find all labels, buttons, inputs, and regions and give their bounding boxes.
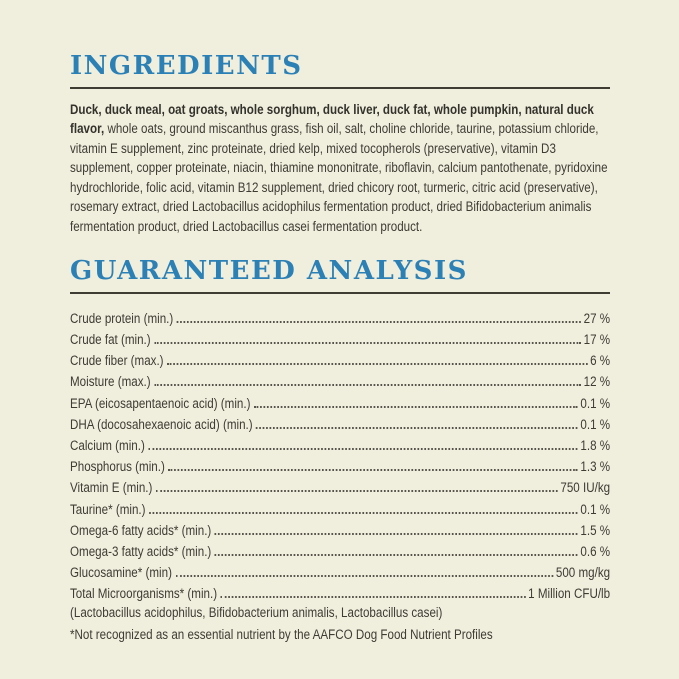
analysis-row [70, 517, 610, 538]
analysis-row-value: 1 Million CFU/lb [528, 586, 611, 602]
analysis-row [70, 389, 610, 410]
analysis-row [70, 432, 610, 453]
ingredients-title: INGREDIENTS [70, 51, 303, 81]
ingredients-divider [70, 87, 610, 89]
analysis-row-value: 1.3 % [580, 459, 611, 475]
analysis-row [70, 411, 610, 432]
leader-dots [154, 342, 581, 344]
analysis-row-label: Omega-6 fatty acids* (min.) [70, 522, 212, 538]
analysis-row-value: 500 mg/kg [555, 565, 611, 581]
analysis-row-value: 0.1 % [580, 395, 611, 411]
analysis-row-label: Crude protein (min.) [70, 310, 174, 326]
ingredients-lead: Duck, duck meal, oat groats, whole sorghum, duck liver, duck fat, whole pumpkin, natural duck flavor, [70, 101, 594, 137]
analysis-row-label: EPA (eicosapentaenoic acid) (min.) [70, 395, 251, 411]
analysis-row [70, 495, 610, 516]
analysis-row-label: Vitamin E (min.) [70, 480, 153, 496]
ingredients-text [70, 100, 610, 237]
leader-dots [149, 512, 578, 514]
leader-dots [254, 406, 578, 408]
leader-dots [148, 448, 578, 450]
analysis-row-value: 750 IU/kg [560, 480, 611, 496]
ingredients-section [70, 52, 610, 236]
leader-dots [154, 384, 581, 386]
analysis-row-label: Moisture (max.) [70, 374, 151, 390]
analysis-row [70, 474, 610, 495]
analysis-table [70, 305, 610, 602]
analysis-row-value: 0.1 % [580, 501, 611, 517]
analysis-row [70, 305, 610, 326]
analysis-row-value: 27 % [583, 310, 611, 326]
analysis-row-label: Crude fat (min.) [70, 332, 151, 348]
analysis-row-value: 6 % [590, 353, 611, 369]
leader-dots [177, 321, 581, 323]
analysis-row-label: Omega-3 fatty acids* (min.) [70, 543, 212, 559]
analysis-row-value: 1.8 % [580, 438, 611, 453]
analysis-row-label: Glucosamine* (min) [70, 565, 172, 581]
analysis-row-label: Total Microorganisms* (min.) [70, 586, 218, 602]
guaranteed-analysis-title: GUARANTEED ANALYSIS [70, 256, 468, 287]
analysis-row-label: Taurine* (min.) [70, 501, 146, 517]
analysis-row [70, 453, 610, 474]
guaranteed-analysis-section [70, 257, 610, 645]
leader-dots [221, 596, 526, 598]
analysis-row [70, 580, 610, 601]
aafco-footnote: *Not recognized as an essential nutrient by the AAFCO Dog Food Nutrient Profiles [70, 627, 493, 643]
leader-dots [215, 554, 578, 556]
guaranteed-analysis-divider [70, 292, 610, 294]
leader-dots [156, 490, 558, 492]
analysis-row-label: DHA (docosahexaenoic acid) (min.) [70, 416, 253, 432]
analysis-row-value: 12 % [583, 374, 611, 390]
leader-dots [256, 427, 578, 429]
leader-dots [215, 533, 578, 535]
analysis-row-value: 0.1 % [580, 416, 611, 432]
leader-dots [167, 363, 588, 365]
analysis-row [70, 347, 610, 368]
analysis-row [70, 559, 610, 580]
analysis-row-label: Calcium (min.) [70, 438, 145, 453]
leader-dots [175, 575, 553, 577]
leader-dots [168, 469, 578, 471]
analysis-row-label: Phosphorus (min.) [70, 459, 165, 475]
analysis-row-value: 17 % [583, 332, 611, 348]
analysis-row-value: 0.6 % [580, 543, 611, 559]
analysis-row-label: Crude fiber (max.) [70, 353, 164, 369]
analysis-row-value: 1.5 % [580, 522, 611, 538]
ingredients-body: whole oats, ground miscanthus grass, fish oil, salt, choline chloride, taurine, potassium chloride, vitamin E supplement, zinc proteinate, dried kelp, mixed tocopherols (preservative), vitamin D3 supplement, copper proteinate, niacin, thiamine mononitrate, riboflavin, calcium pantothenate, pyridoxine hydrochloride, folic acid, vitamin B12 supplement, dried chicory root, turmeric, citric acid (preservative), rosemary extract, dried Lactobacillus acidophilus fermentation product, dried Bifidobacterium animalis fermentation product, dried Lactobacillus casei fermentation product. [70, 121, 608, 234]
analysis-row [70, 368, 610, 389]
organisms-note: (Lactobacillus acidophilus, Bifidobacterium animalis, Lactobacillus casei) [70, 605, 443, 621]
analysis-row [70, 538, 610, 559]
analysis-row [70, 326, 610, 347]
